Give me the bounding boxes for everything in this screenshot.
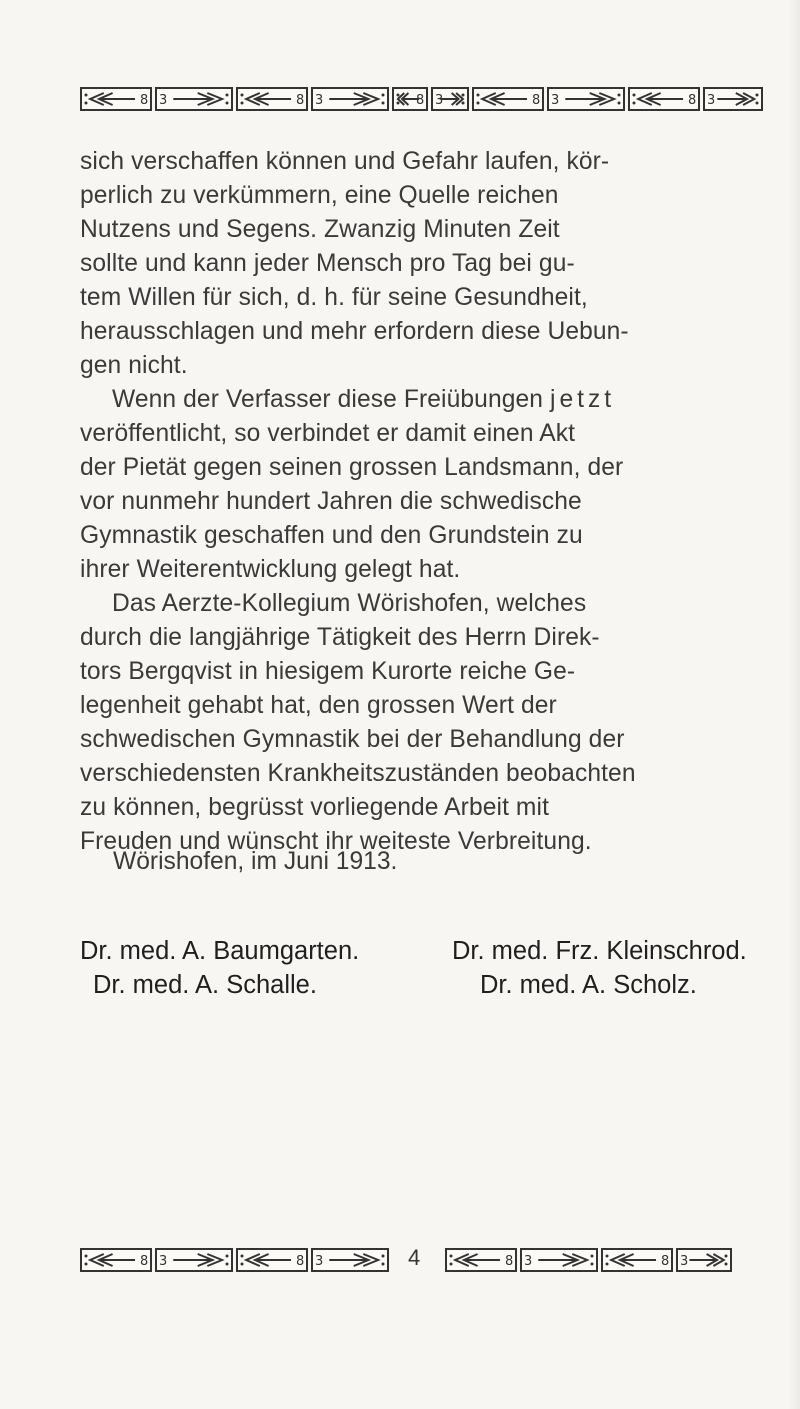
- ornament-left-chevron-icon: [236, 87, 308, 111]
- text-line: verschiedensten Krankheitszuständen beobachten: [80, 760, 636, 787]
- signature-kleinschrod: Dr. med. Frz. Kleinschrod.: [452, 937, 747, 965]
- bottom-left-ornament-border: [80, 1248, 389, 1272]
- text-line: Freuden und wünscht ihr weiteste Verbreitung.: [80, 828, 592, 855]
- ornament-right-chevron-icon: [703, 87, 763, 111]
- ornament-right-chevron-icon: [520, 1248, 598, 1272]
- ornament-right-chevron-icon: [311, 87, 389, 111]
- text-line: Wenn der Verfasser diese Freiübungen: [112, 386, 544, 413]
- body-text: [80, 145, 720, 859]
- text-line: Gymnastik geschaffen und den Grundstein zu: [80, 522, 583, 549]
- text-line: perlich zu verkümmern, eine Quelle reichen: [80, 182, 559, 209]
- svg-text:3: 3: [159, 93, 168, 108]
- ornament-left-chevron-icon: [236, 1248, 308, 1272]
- svg-text:3: 3: [315, 1254, 324, 1269]
- emphasized-word: jetzt: [550, 386, 616, 413]
- text-line: legenheit gehabt hat, den grossen Wert der: [80, 692, 557, 719]
- page-number: 4: [408, 1245, 421, 1270]
- text-line: tors Bergqvist in hiesigem Kurorte reiche Ge-: [80, 658, 576, 685]
- text-line: herausschlagen und mehr erfordern diese Uebun-: [80, 318, 629, 345]
- ornament-left-chevron-icon: [392, 87, 428, 111]
- svg-text:3: 3: [435, 93, 444, 108]
- paragraph-2: [80, 383, 720, 587]
- text-line: durch die langjährige Tätigkeit des Herrn Direk-: [80, 624, 600, 651]
- ornament-left-chevron-icon: [80, 87, 152, 111]
- ornament-right-chevron-icon: [155, 1248, 233, 1272]
- text-line: schwedischen Gymnastik bei der Behandlung der: [80, 726, 625, 753]
- ornament-right-chevron-icon: [676, 1248, 732, 1272]
- text-line: Das Aerzte-Kollegium Wörishofen, welches: [112, 590, 587, 617]
- svg-text:3: 3: [707, 93, 716, 108]
- text-line: tem Willen für sich, d. h. für seine Gesundheit,: [80, 284, 588, 311]
- signature-baumgarten: Dr. med. A. Baumgarten.: [80, 937, 360, 965]
- text-line: vor nunmehr hundert Jahren die schwedische: [80, 488, 582, 515]
- place-date: Wörishofen, im Juni 1913.: [113, 848, 398, 875]
- text-line: sich verschaffen können und Gefahr laufen, kör-: [80, 148, 610, 175]
- ornament-left-chevron-icon: [80, 1248, 152, 1272]
- bottom-right-ornament-border: [445, 1248, 732, 1272]
- ornament-left-chevron-icon: [472, 87, 544, 111]
- signature-scholz: Dr. med. A. Scholz.: [480, 971, 697, 999]
- ornament-right-chevron-icon: [311, 1248, 389, 1272]
- svg-text:3: 3: [551, 93, 560, 108]
- text-line: sollte und kann jeder Mensch pro Tag bei gu-: [80, 250, 575, 277]
- svg-text:8: 8: [140, 1254, 149, 1269]
- svg-text:8: 8: [296, 1254, 305, 1269]
- ornament-right-chevron-icon: [155, 87, 233, 111]
- svg-text:8: 8: [140, 93, 149, 108]
- paragraph-3: [80, 587, 720, 859]
- text-line: Nutzens und Segens. Zwanzig Minuten Zeit: [80, 216, 560, 243]
- svg-text:3: 3: [680, 1254, 689, 1269]
- ornament-left-chevron-icon: [445, 1248, 517, 1272]
- text-line: ihrer Weiterentwicklung gelegt hat.: [80, 556, 461, 583]
- svg-text:8: 8: [661, 1254, 670, 1269]
- text-line: der Pietät gegen seinen grossen Landsmann, der: [80, 454, 624, 481]
- svg-text:3: 3: [159, 1254, 168, 1269]
- ornament-right-chevron-icon: [431, 87, 469, 111]
- svg-text:3: 3: [524, 1254, 533, 1269]
- svg-text:8: 8: [505, 1254, 514, 1269]
- ornament-right-chevron-icon: [547, 87, 625, 111]
- svg-text:8: 8: [416, 93, 425, 108]
- text-line: gen nicht.: [80, 352, 188, 379]
- ornament-left-chevron-icon: [601, 1248, 673, 1272]
- text-line: zu können, begrüsst vorliegende Arbeit mit: [80, 794, 550, 821]
- top-ornament-border: [80, 87, 763, 111]
- ornament-left-chevron-icon: [628, 87, 700, 111]
- paragraph-1: [80, 145, 720, 383]
- svg-text:8: 8: [532, 93, 541, 108]
- svg-text:8: 8: [688, 93, 697, 108]
- page-edge-shadow: [788, 0, 800, 1409]
- svg-text:3: 3: [315, 93, 324, 108]
- text-line: veröffentlicht, so verbindet er damit einen Akt: [80, 420, 576, 447]
- signature-schalle: Dr. med. A. Schalle.: [93, 971, 317, 999]
- svg-text:8: 8: [296, 93, 305, 108]
